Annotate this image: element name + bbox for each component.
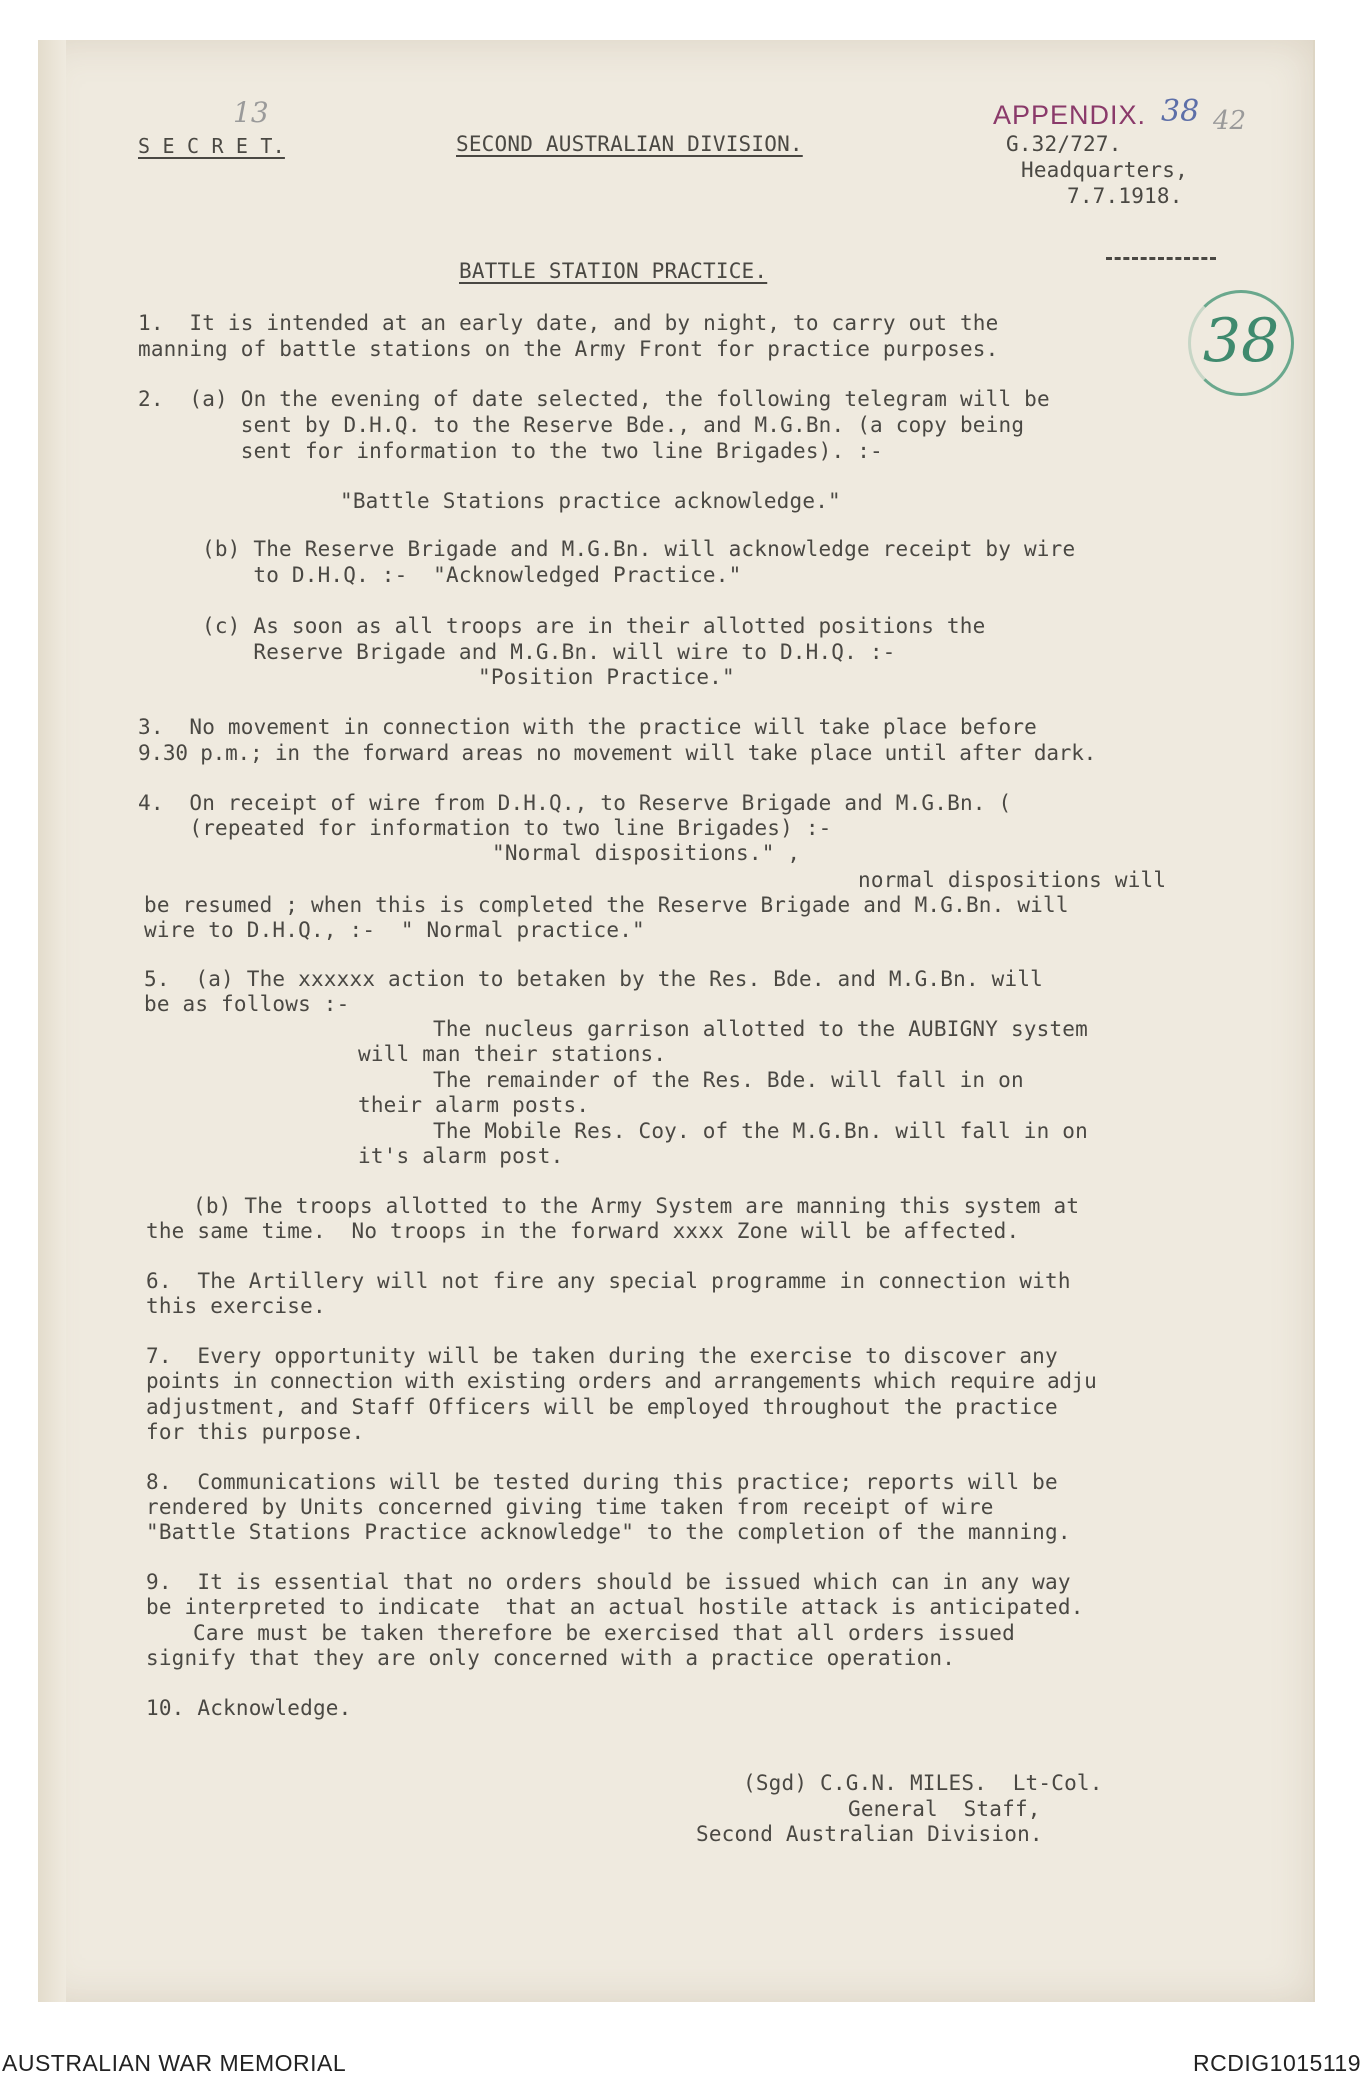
para-4-line-4: normal dispositions will xyxy=(858,868,1167,892)
reference-number: G.32/727. xyxy=(1006,132,1122,156)
para-4-line-2: (repeated for information to two line Brigades) :- xyxy=(138,816,832,840)
para-10: 10. Acknowledge. xyxy=(146,1696,352,1720)
para-2c-line-3: "Position Practice." xyxy=(478,665,735,689)
para-8-line-1: 8. Communications will be tested during this practice; reports will be xyxy=(146,1470,1058,1494)
para-4-line-5: be resumed ; when this is completed the Reserve Brigade and M.G.Bn. will xyxy=(144,893,1069,917)
para-5a-line-7: The Mobile Res. Coy. of the M.G.Bn. will fall in on xyxy=(433,1119,1088,1143)
para-2c-line-1: (c) As soon as all troops are in their allotted positions the xyxy=(202,614,986,638)
signature-line-1: (Sgd) C.G.N. MILES. Lt-Col. xyxy=(743,1771,1103,1795)
para-9-line-3: Care must be taken therefore be exercised that all orders issued xyxy=(193,1621,1015,1645)
para-2a-line-2: sent by D.H.Q. to the Reserve Bde., and M.G.Bn. (a copy being xyxy=(138,413,1025,437)
para-2a-line-1: 2. (a) On the evening of date selected, the following telegram will be xyxy=(138,387,1050,411)
appendix-stamp: APPENDIX. xyxy=(993,100,1147,130)
registry-stamp: 38 xyxy=(1188,290,1294,396)
footer-record-id: RCDIG1015119 xyxy=(1193,2050,1361,2076)
document-title: BATTLE STATION PRACTICE. xyxy=(459,259,768,283)
telegram-text: "Battle Stations practice acknowledge." xyxy=(340,489,841,513)
para-6-line-2: this exercise. xyxy=(146,1294,326,1318)
para-6-line-1: 6. The Artillery will not fire any special programme in connection with xyxy=(146,1269,1071,1293)
appendix-number: 38 xyxy=(1161,94,1200,129)
para-8-line-3: "Battle Stations Practice acknowledge" to the completion of the manning. xyxy=(146,1520,1071,1544)
para-5a-line-4: will man their stations. xyxy=(358,1042,667,1066)
para-5a-line-6: their alarm posts. xyxy=(358,1093,590,1117)
para-9-line-2: be interpreted to indicate that an actual hostile attack is anticipated. xyxy=(146,1595,1084,1619)
unit-heading: SECOND AUSTRALIAN DIVISION. xyxy=(456,132,803,156)
para-1-line-1: 1. It is intended at an early date, and by night, to carry out the xyxy=(138,311,999,335)
para-2b-line-2: to D.H.Q. :- "Acknowledged Practice." xyxy=(202,563,742,587)
pencil-folio-right: 42 xyxy=(1213,106,1247,136)
date: 7.7.1918. xyxy=(1067,184,1183,208)
para-9-line-4: signify that they are only concerned with a practice operation. xyxy=(146,1646,956,1670)
date-underline xyxy=(1106,257,1216,260)
para-7-line-3: adjustment, and Staff Officers will be employed throughout the practice xyxy=(146,1395,1058,1419)
para-9-line-1: 9. It is essential that no orders should be issued which can in any way xyxy=(146,1570,1071,1594)
signature-line-3: Second Australian Division. xyxy=(696,1822,1043,1846)
para-5a-line-2: be as follows :- xyxy=(144,992,350,1016)
para-5b-line-2: the same time. No troops in the forward xxxx Zone will be affected. xyxy=(146,1219,1020,1243)
para-1-line-2: manning of battle stations on the Army Front for practice purposes. xyxy=(138,337,999,361)
para-7-line-2: points in connection with existing orders and arrangements which require adju xyxy=(146,1369,1097,1393)
para-2c-line-2: Reserve Brigade and M.G.Bn. will wire to D.H.Q. :- xyxy=(202,640,896,664)
para-8-line-2: rendered by Units concerned giving time taken from receipt of wire xyxy=(146,1495,994,1519)
para-7-line-1: 7. Every opportunity will be taken during the exercise to discover any xyxy=(146,1344,1058,1368)
para-7-line-4: for this purpose. xyxy=(146,1420,365,1444)
para-4-line-6: wire to D.H.Q., :- " Normal practice." xyxy=(144,918,645,942)
signature-line-2: General Staff, xyxy=(848,1797,1041,1821)
classification: S E C R E T. xyxy=(138,134,285,158)
para-5a-line-3: The nucleus garrison allotted to the AUBIGNY system xyxy=(433,1017,1088,1041)
para-3-line-2: 9.30 p.m.; in the forward areas no movement will take place until after dark. xyxy=(138,741,1097,765)
document-page xyxy=(38,40,1315,2002)
para-5b-line-1: (b) The troops allotted to the Army System are manning this system at xyxy=(193,1194,1080,1218)
para-4-line-3: "Normal dispositions." , xyxy=(492,841,801,865)
footer-archive-name: AUSTRALIAN WAR MEMORIAL xyxy=(2,2050,347,2076)
pencil-folio-top: 13 xyxy=(233,96,269,129)
para-4-line-1: 4. On receipt of wire from D.H.Q., to Reserve Brigade and M.G.Bn. ( xyxy=(138,791,1012,815)
para-2a-line-3: sent for information to the two line Brigades). :- xyxy=(138,439,883,463)
para-3-line-1: 3. No movement in connection with the practice will take place before xyxy=(138,715,1038,739)
para-2b-line-1: (b) The Reserve Brigade and M.G.Bn. will acknowledge receipt by wire xyxy=(202,537,1076,561)
para-5a-line-1: 5. (a) The xxxxxx action to betaken by the Res. Bde. and M.G.Bn. will xyxy=(144,967,1044,991)
para-5a-line-8: it's alarm post. xyxy=(358,1144,564,1168)
para-5a-line-5: The remainder of the Res. Bde. will fall in on xyxy=(433,1068,1024,1092)
location: Headquarters, xyxy=(1021,158,1188,182)
